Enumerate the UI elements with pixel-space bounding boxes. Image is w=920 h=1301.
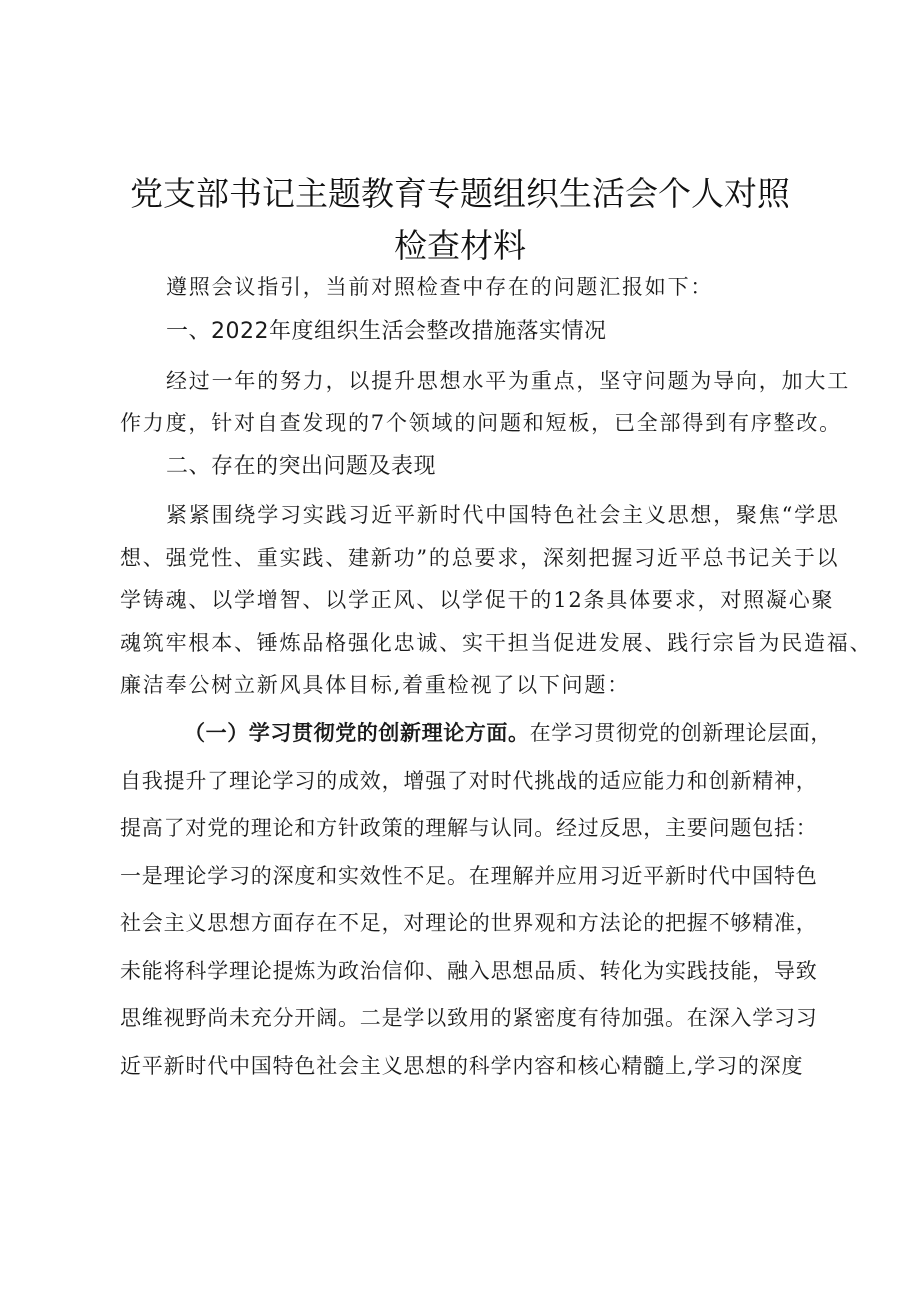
section-2-line: 魂筑牢根本、锤炼品格强化忠诚、实干担当促进发展、践行宗旨为民造福、 — [120, 631, 873, 655]
section-1-line: 作力度，针对自查发现的7个领域的问题和短板，已全部得到有序整改。 — [120, 411, 842, 435]
item-1-line: 自我提升了理论学习的成效，增强了对时代挑战的适应能力和创新精神， — [120, 769, 818, 793]
section-2-line: 廉洁奉公树立新风具体目标,着重检视了以下问题： — [120, 673, 631, 697]
item-1-line: 提高了对党的理论和方针政策的理解与认同。经过反思，主要问题包括： — [120, 816, 818, 840]
item-1-first-line-rest: 在学习贯彻党的创新理论层面， — [529, 721, 833, 745]
item-1-line: 思维视野尚未充分开阔。二是学以致用的紧密度有待加强。在深入学习习 — [120, 1006, 818, 1030]
item-1-line: 一是理论学习的深度和实效性不足。在理解并应用习近平新时代中国特色 — [120, 864, 818, 888]
section-1-heading: 一、2022年度组织生活会整改措施落实情况 — [166, 319, 607, 344]
document-title-line-1: 党支部书记主题教育专题组织生活会个人对照 — [130, 174, 790, 213]
section-2-line: 学铸魂、以学增智、以学正风、以学促干的12条具体要求，对照凝心聚 — [120, 588, 835, 612]
section-2-line: 紧紧围绕学习实践习近平新时代中国特色社会主义思想，聚焦“学思 — [166, 503, 840, 527]
item-1-bold-lead: （一）学习贯彻党的创新理论方面。 — [184, 720, 530, 745]
document-title-line-2: 检查材料 — [394, 226, 526, 265]
intro-paragraph: 遵照会议指引，当前对照检查中存在的问题汇报如下： — [166, 275, 714, 299]
item-1-line: 近平新时代中国特色社会主义思想的科学内容和核心精髓上,学习的深度 — [120, 1054, 804, 1078]
section-2-heading: 二、存在的突出问题及表现 — [166, 454, 437, 479]
section-2-line: 想、强党性、重实践、建新功”的总要求，深刻把握习近平总书记关于以 — [120, 546, 840, 570]
item-1-line: 社会主义思想方面存在不足，对理论的世界观和方法论的把握不够精准， — [120, 911, 818, 935]
item-1-line: 未能将科学理论提炼为政治信仰、融入思想品质、转化为实践技能，导致 — [120, 959, 818, 983]
item-1-first-line — [184, 718, 874, 748]
section-1-line: 经过一年的努力，以提升思想水平为重点，坚守问题为导向，加大工 — [166, 369, 850, 393]
